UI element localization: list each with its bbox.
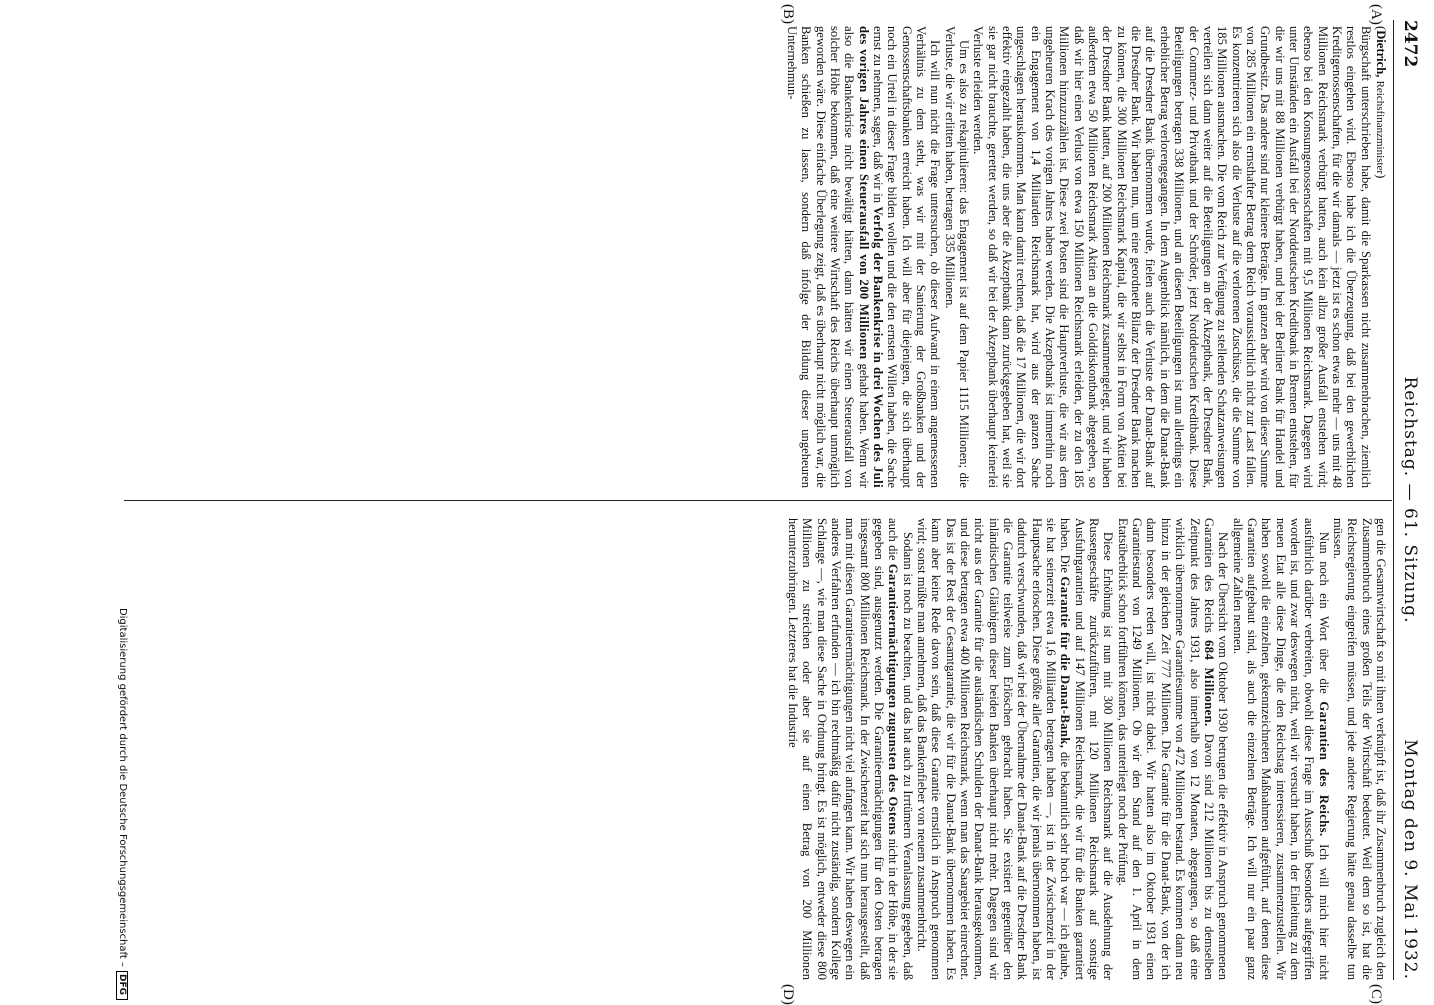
speaker-name: Dietrich, bbox=[1374, 30, 1388, 78]
page-header bbox=[1396, 20, 1420, 980]
right-column bbox=[126, 518, 1388, 980]
dfg-logo: DFG bbox=[116, 971, 128, 1000]
footer-text: Digitalisierung gefördert durch die Deutsche Forschungsgemeinschaft – bbox=[117, 607, 128, 967]
paragraph-text: gehabt haben. Wenn wir also die Bankenkrise nicht bewältigt hätten, dann hätten wir einen Steuerausfall von solcher Höhe bekommen, daß eine weitere Wirtschaft des Reichs überhaupt unmöglich geworden wäre. Diese einfache Überlegung zeigt, daß es überhaupt nicht möglich war, die Banken schießen zu lassen, sondern daß infolge der Bildung dieser ungeheuren Unternehmun- bbox=[784, 26, 871, 488]
margin-marker-a: (A) bbox=[1368, 4, 1384, 25]
paragraph: Um es also zu rekapitulieren: das Engagement ist auf dem Papier 1115 Millionen; die Verluste, die wir erlitten haben, betragen 335 Millionen. bbox=[942, 26, 972, 488]
paragraph bbox=[786, 518, 915, 980]
paragraph-text: Ich will mich hier nicht ausführlich darüber verbreiten, obwohl diese Frage im Ausschuß besonders aufgegriffen worden ist, und zwar deswegen nicht, weil wir versucht haben, in der Einleitung zu dem neuen Etat alle diese Dinge, die den Reichstag interessieren, zusammenzustellen. Wir haben sowohl die einzelnen, gekennzeichneten Maßnahmen aufgeführt, auf denen diese Garantien aufgebaut sind, als auch die einzelnen Beträge. Ich will nur ein paar ganz allgemeine Zahlen nennen. bbox=[1230, 518, 1331, 980]
paragraph-text: Diese Erhöhung ist nun mit 300 Millionen Reichsmark auf die Ausdehnung der Russengeschäfte zurückzuführen, mit 120 Millionen Reichsmark auf sonstige Ausfuhrgarantien und auf 147 Millionen Reichsmark, die wir für die Banken garantiert haben. Die bbox=[1058, 518, 1116, 980]
paragraph bbox=[785, 26, 943, 488]
session-date: Montag den 9. Mai 1932. bbox=[1400, 739, 1420, 980]
column-divider bbox=[124, 500, 1392, 501]
left-column bbox=[126, 26, 1388, 488]
margin-marker-d: (D) bbox=[780, 984, 796, 1005]
page-number: 2472 bbox=[1400, 20, 1420, 68]
paragraph bbox=[1115, 518, 1230, 980]
paragraph-text: die bekanntlich sehr hoch war — ich glaube, sie hat seinerzeit etwa 1,6 Milliarden betragen haben —, ist in der Zwischenzeit in der Hauptsache erloschen. Diese größte aller Garantien, die wir jemals übernommen haben, ist dadurch verschwunden, daß wir bei der Übernahme der Danat-Bank auf die Dresdner Bank die Garantie teilweise zum Erlöschen gebracht haben. Sie existiert gegenüber den inländischen Gläubigern dieser beiden Banken überhaupt nicht mehr. Dagegen sind wir nicht aus der Garantie für die ausländischen Schulden der Danat-Bank herausgekommen, und diese betragen etwa 400 Millionen Reichsmark, wenn man das Saargebiet einrechnet. Das ist der Rest der Gesamtgarantie, die wir für die Danat-Bank übernommen haben. Es kann aber keine Rede davon sein, daß diese Garantie ernstlich in Anspruch genommen wird; sonst müßte man annehmen, daß das Bankenfieber von neuem zusammenbricht. bbox=[915, 518, 1073, 980]
paragraph-text: nicht in der Höhe, in der sie gegeben sind, ausgenutzt werden. Die Garantieermächtigungen für den Osten betragen insgesamt 800 Millionen Reichsmark. In der Zwischenzeit hat sich nun herausgestellt, daß man mit diesen Garantieermächtigungen nicht viel anfangen kann. Wir haben deswegen ein anderes Verfahren erfunden — ich bin rechtmäßig dafür nicht zuständig, sondern Kollege Schlange —, wie man diese Sache in Ordnung bringt. Es ist möglich, entweder diese 800 Millionen zu streichen oder aber sie auf einen Betrag von 200 Millionen herunterzubringen. Letzteres hat die Industrie bbox=[785, 518, 901, 980]
emphasis: Verfolg der Bankenkrise in drei Wochen des Juli des vorigen Jahres einen bbox=[856, 26, 885, 488]
paragraph: Bürgschaft unterschrieben habe, damit die Sparkassen nicht zusammenbrachen, ziemlich restlos eingehen wird. Ebenso habe ich die Überzeugung, daß bei den gewerblichen Kreditgenossenschaften, für die wir damals — jetzt ist es schon etwas mehr — uns mit 48 Millionen Reichsmark verbürgt hatten, auch kein allzu großer Ausfall entstehen wird; ebenso bei den Konsumgenossenschaften mit 9,5 Millionen Reichsmark. Dagegen wird unter Umständen ein Ausfall bei der Norddeutschen Kreditbank in Bremen entstehen, für die wir uns mit 88 Millionen verbürgt haben, und bei der Berliner Bank für Handel und Grundbesitz. Das andere sind nur kleinere Beträge. Im ganzen aber wird von dieser Summe von 285 Millionen ein ernsthafter Betrag dem Reich voraussichtlich nicht zur Last fallen. Es konzentrieren sich also die Verluste auf die verlorenen Zuschüsse, die die Summe von 185 Millionen ausmachen. Die vom Reich zur Verfügung zu stellenden Schatzanweisungen verteilen sich dann weiter auf die Beteiligungen an der Akzeptbank, der Dresdner Bank, der Commerz- und Privatbank und der Schröder, jetzt Norddeutschen Kreditbank. Diese Beteiligungen betragen 338 Millionen, und an diesen Beteiligungen ist nun allerdings ein erheblicher Betrag verlorengegangen. In dem Augenblick nämlich, in dem die Danat-Bank auf die Dresdner Bank übernommen wurde, fielen auch die Verluste der Danat-Bank auf die Dresdner Bank. Wir haben nun, um eine geordnete Bilanz der Dresdner Bank machen zu können, die 300 Millionen Reichsmark Kapital, die wir selbst in Form von Aktien bei der Dresdner Bank hatten, auf 200 Millionen Reichsmark zusammengelegt, und wir haben außerdem etwa 50 Millionen Reichsmark Aktien an die Golddiskontbank abgegeben, so daß wir hier einen Verlust von etwa 150 Millionen Reichsmark erleiden, der zu den 185 Millionen hinzuzuzählen ist. Diese zwei Posten sind die Hauptverluste, die wir aus dem ungeheuren Krach des vorigen Jahres haben werden. Die Akzeptbank ist immerhin noch ein Engagement von 1,4 Milliarden Reichsmark hat, wird aus der ganzen Sache ungeschlagen herauskommen. Man kann damit rechnen, daß die 17 Millionen, die wir dort effektiv eingezahlt haben, die uns aber die Akzeptbank dann zurückgegeben hat, weil sie sie gar nicht brauchte, gerettet werden, so daß wir bei der Akzeptbank überhaupt keinerlei Verluste erleiden werden. bbox=[971, 26, 1373, 488]
margin-marker-c: (C) bbox=[1368, 984, 1384, 1004]
emphasis: Garantieermächtigungen zugunsten des Ostens bbox=[886, 563, 901, 836]
paragraph-text: Nach der Übersicht vom Oktober 1930 betrugen die effektiv in Anspruch genommenen Garantien des Reichs bbox=[1201, 518, 1231, 980]
paragraph-text: Ich will nun nicht die Frage untersuchen, ob dieser Aufwand in einem angemessenen Verhältnis zu dem steht, was wir mit der Sanierung der Großbanken und der Genossenschaftsbanken erreicht haben. Ich will aber für diejenigen, die sich überhaupt noch ein Urteil in dieser Frage bilden wollen und die den ernsten Willen haben, die Sache ernst zu nehmen, sagen, daß wir in bbox=[870, 26, 943, 488]
paragraph: gen die Gesamtwirtschaft so mit ihnen verknüpft ist, daß ihr Zusammenbruch zugleich den Zusammenbruch eines großen Teils der Wirtschaft bedeutet. Weil dem so ist, hat die Reichsregierung eingreifen müssen, und jede andere Regierung hätte genau dasselbe tun müssen. bbox=[1330, 518, 1388, 980]
margin-marker-b: (B) bbox=[780, 4, 796, 24]
paragraph-text: Davon sind 212 Millionen bis zu demselben Zeitpunkt des Jahres 1931, also innerhalb von 12 Monaten, abgegangen, so daß eine wirklich übernommene Garantiesumme von 472 Millionen bestand. Es kommen dann neu hinzu in der gleichen Zeit 777 Millionen. Die Garantie für die Danat-Bank, von der ich dann besonders reden will, ist nicht dabei. Wir hatten also im Oktober 1931 einen Garantiestand von 1249 Millionen. Ob wir den Stand auf den 1. April in dem Etatsüberblick schon fortführen können, das unterliegt noch der Prüfung. bbox=[1115, 518, 1216, 980]
paragraph-text: Sodann ist noch zu beachten, und das hat auch zu Irrtümern Veranlassung gegeben, daß auch die bbox=[886, 518, 915, 980]
emphasis: 684 Millionen. bbox=[1201, 640, 1216, 727]
speaker-role: Reichsfinanzminister bbox=[1374, 80, 1386, 175]
paragraph bbox=[1230, 518, 1330, 980]
paragraph bbox=[915, 518, 1116, 980]
emphasis: Garantie für die Danat-Bank, bbox=[1058, 576, 1073, 749]
emphasis: Garantien des Reichs. bbox=[1316, 701, 1331, 837]
rotated-document-page bbox=[114, 0, 1434, 1005]
speaker-line: (Dietrich, Reichsfinanzminister) bbox=[1374, 26, 1388, 179]
paragraph-text: Nun noch ein Wort über die bbox=[1316, 532, 1331, 694]
digitization-footer bbox=[114, 0, 128, 1000]
header-rule bbox=[1393, 20, 1394, 980]
emphasis: Steuerausfall von 200 Millionen bbox=[856, 173, 871, 360]
running-title: Reichstag. — 61. Sitzung. bbox=[1400, 376, 1420, 624]
